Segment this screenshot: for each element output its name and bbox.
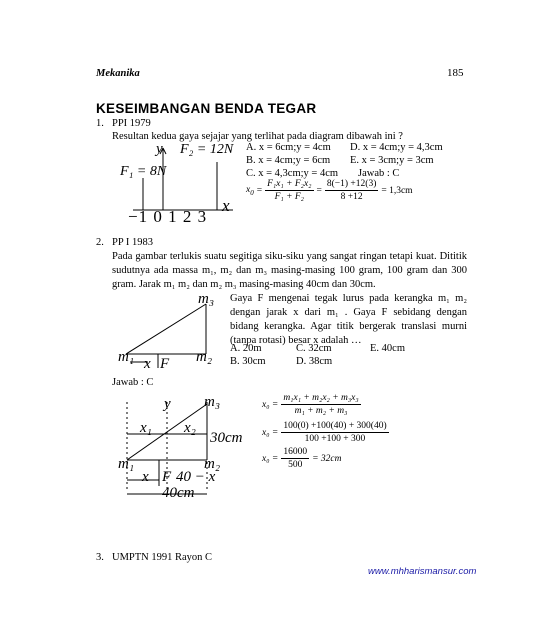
q1-answer: Jawab : C	[358, 168, 400, 179]
q2-bottom-m1: m₁	[118, 456, 135, 472]
q2-equation-3: x₀ = $\frac{16000}{500}$ = 32cm	[262, 447, 342, 470]
q2-bottom-x2: x₂	[184, 420, 196, 436]
q1-x-label: x	[222, 196, 230, 215]
q2-bottom-rest: 40 − x	[176, 469, 216, 485]
q2-number: 2.	[96, 237, 104, 248]
q1-equation: $x_0$ = $\frac{\text{F₁x₁ + F₂x₂}}{\text{F₁ + F₂}}$ = $\frac{8(-1) +12(3)}{8 +12}$ = 1,3cm	[246, 179, 413, 202]
q1-number: 1.	[96, 118, 104, 129]
footer-url[interactable]: www.mhharismansur.com	[368, 566, 477, 577]
q2-bottom-m2: m₂	[204, 456, 221, 472]
q1-y-label: y	[156, 141, 163, 157]
q2-option-a: A. 20m	[230, 343, 262, 354]
section-title: KESEIMBANGAN BENDA TEGAR	[96, 101, 317, 116]
header-left: Mekanika	[96, 68, 140, 79]
q2-bottom-side: 30cm	[210, 430, 243, 446]
q2-option-d: D. 38cm	[296, 356, 333, 367]
q1-option-row2-a: B. x = 4cm;y = 6cm	[246, 155, 331, 166]
q2-bottom-y: y	[164, 396, 171, 412]
q3-source: UMPTN 1991 Rayon C	[112, 552, 213, 563]
q1-option-row2-b: E. x = 3cm;y = 3cm	[350, 155, 434, 166]
q1-axis-ticks: −1 0 1 2 3	[128, 207, 208, 226]
q2-equation-1: x₀ = $\frac{\text{m₁x₁ + m₂x₂ + m₃x₃}}{\text{m₁ + m₂ + m₃}}$	[262, 393, 359, 416]
q3-number: 3.	[96, 552, 104, 563]
q2-top-m1: m₁	[118, 349, 135, 365]
q2-bottom-m3: m₃	[204, 394, 221, 410]
q2-option-e: E. 40cm	[370, 343, 405, 354]
q2-side-text: Gaya F mengenai tegak lurus pada kerangka m₁ m₂ dengan jarak x dari m₁ . Gaya F sebidang dengan bidang kerangka. Agar titik bergerak translasi murni (tanpa rotasi) besar x adalah …	[230, 293, 467, 346]
q1-option-row3-a: C. x = 4,3cm;y = 4cm	[246, 168, 339, 179]
q1-option-row1-a: A. x = 6cm;y = 4cm	[246, 142, 331, 153]
q1-source: PPI 1979	[112, 118, 151, 129]
q2-top-m3: m₃	[198, 291, 215, 307]
q1-option-row1-b: D. x = 4cm;y = 4,3cm	[350, 142, 443, 153]
q1-f1-label: F₁ = 8N	[120, 164, 167, 179]
q1-f2-label: F₂ = 12N	[180, 142, 234, 157]
q2-answer: Jawab : C	[112, 377, 154, 388]
q2-source: PP I 1983	[112, 237, 154, 248]
q1-question: Resultan kedua gaya sejajar yang terlihat pada diagram dibawah ini ?	[112, 131, 403, 142]
q2-equation-2: x₀ = $\frac{100(0) +100(40) + 300(40)}{100 +100 + 300}$	[262, 421, 387, 444]
q2-top-x: x	[144, 356, 151, 372]
q2-top-m2: m₂	[196, 349, 213, 365]
q2-top-f: F	[160, 356, 170, 372]
q2-intro: Pada gambar terlukis suatu segitiga siku-siku yang sangat ringan tetapi kuat. Dititik sudutnya ada massa m₁, m₂ dan m₃ masing-masing 100 gram, 100 gram dan 300 gram. Jarak m₁ m₂ dan m₂ m₃ masing-masing 40cm dan 30cm.	[112, 251, 467, 290]
page-number: 185	[447, 67, 464, 79]
q2-bottom-base: 40cm	[162, 485, 195, 501]
q2-bottom-x: x	[142, 469, 149, 485]
q2-option-c: C. 32cm	[296, 343, 332, 354]
q2-bottom-x1: x₁	[140, 420, 152, 436]
q2-option-b: B. 30cm	[230, 356, 266, 367]
q2-bottom-f: F	[162, 469, 172, 485]
